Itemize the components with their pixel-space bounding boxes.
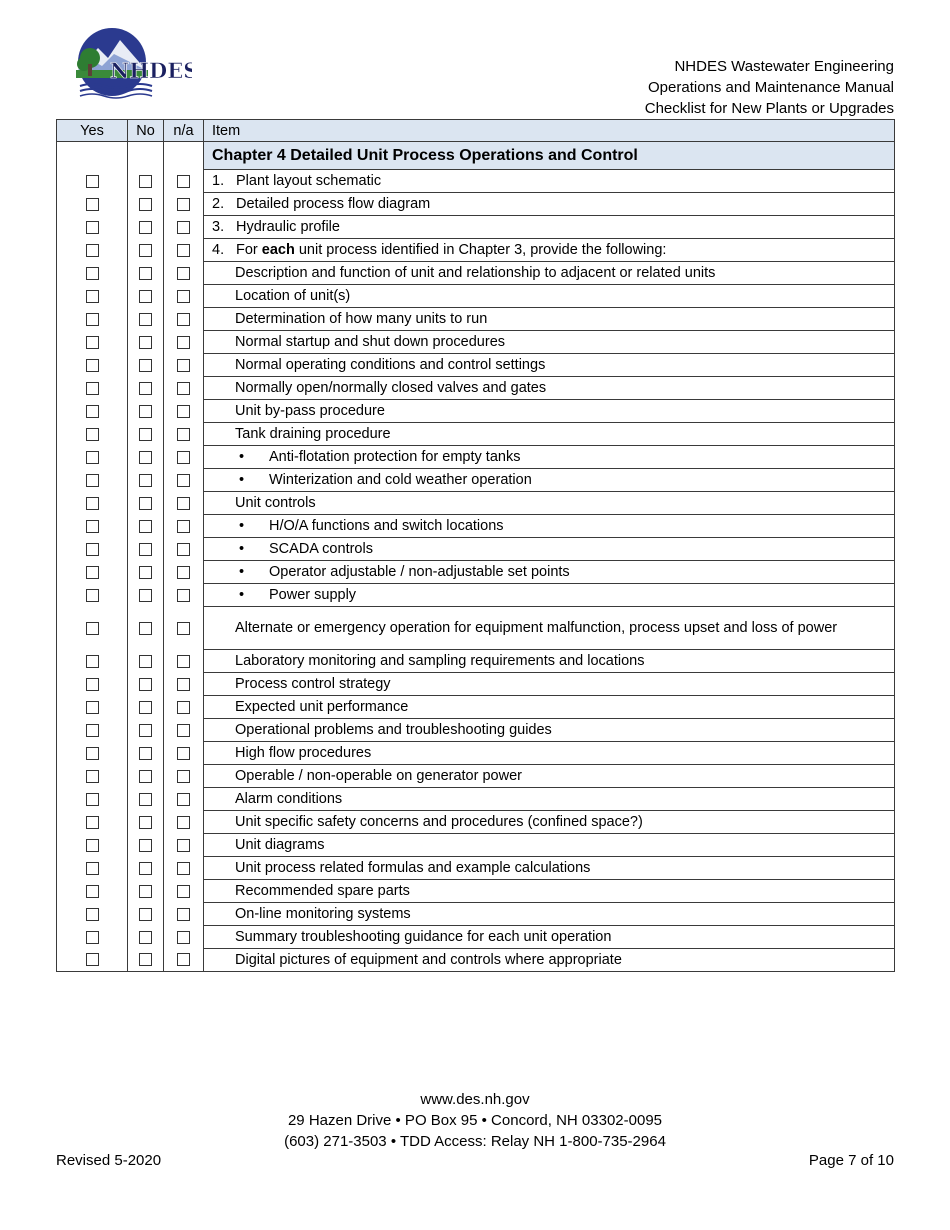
no-checkbox[interactable] [139,267,152,280]
no-checkbox[interactable] [139,405,152,418]
na-checkbox[interactable] [177,953,190,966]
no-checkbox[interactable] [139,862,152,875]
yes-checkbox[interactable] [86,175,99,188]
item-cell [204,719,895,742]
na-checkbox[interactable] [177,622,190,635]
item-text: Operator adjustable / non-adjustable set points [269,564,570,580]
yes-checkbox[interactable] [86,839,99,852]
no-checkbox[interactable] [139,655,152,668]
item-cell [204,880,895,903]
item-text: H/O/A functions and switch locations [269,518,504,534]
yes-checkbox[interactable] [86,359,99,372]
checklist-row [57,423,895,446]
na-checkbox[interactable] [177,428,190,441]
na-checkbox[interactable] [177,451,190,464]
checklist-row [57,742,895,765]
yes-checkbox[interactable] [86,382,99,395]
no-checkbox[interactable] [139,885,152,898]
item-number: 2. [212,196,225,212]
item-cell [204,400,895,423]
yes-checkbox[interactable] [86,244,99,257]
no-checkbox[interactable] [139,520,152,533]
item-cell [204,857,895,880]
footer-website: www.des.nh.gov [420,1091,530,1108]
item-text: Unit specific safety concerns and procedures (confined space?) [235,814,643,830]
no-checkbox[interactable] [139,816,152,829]
yes-checkbox[interactable] [86,589,99,602]
no-checkbox[interactable] [139,359,152,372]
yes-checkbox[interactable] [86,953,99,966]
yes-checkbox[interactable] [86,474,99,487]
na-checkbox[interactable] [177,244,190,257]
no-checkbox[interactable] [139,336,152,349]
checklist-row [57,857,895,880]
footer-revised: Revised 5-2020 [56,1152,162,1169]
no-checkbox[interactable] [139,221,152,234]
no-checkbox[interactable] [139,589,152,602]
item-text: Description and function of unit and relationship to adjacent or related units [235,265,716,281]
checklist-row [57,607,895,650]
bullet-icon: • [239,518,245,534]
yes-checkbox[interactable] [86,770,99,783]
no-checkbox[interactable] [139,793,152,806]
na-checkbox[interactable] [177,655,190,668]
no-checkbox[interactable] [139,770,152,783]
na-checkbox[interactable] [177,908,190,921]
header-line-1: NHDES Wastewater Engineering [674,58,894,75]
item-text-bold: each [261,242,295,258]
item-cell [204,469,895,492]
item-cell [204,354,895,377]
item-text: Determination of how many units to run [235,311,488,327]
no-checkbox[interactable] [139,382,152,395]
item-text: Unit controls [235,495,316,511]
item-text: Process control strategy [235,676,391,692]
checklist-table [56,119,895,972]
checklist-row [57,696,895,719]
item-text: Power supply [269,587,357,603]
item-text: Expected unit performance [235,699,409,715]
item-cell [204,742,895,765]
item-text: Alarm conditions [235,791,343,807]
checklist-row [57,285,895,308]
na-checkbox[interactable] [177,267,190,280]
item-cell [204,262,895,285]
item-text: Plant layout schematic [236,173,382,189]
footer-address: 29 Hazen Drive • PO Box 95 • Concord, NH 03302-0095 [287,1112,663,1129]
item-text: Normally open/normally closed valves and gates [235,380,547,396]
item-cell [204,561,895,584]
item-cell [204,650,895,673]
item-text: Recommended spare parts [235,883,410,899]
checklist-row [57,834,895,857]
checklist-row [57,446,895,469]
na-checkbox[interactable] [177,589,190,602]
item-cell [204,170,895,193]
item-text: On-line monitoring systems [235,906,411,922]
item-cell [204,696,895,719]
checklist-row [57,262,895,285]
chapter-row [57,142,895,170]
footer-phone: (603) 271-3503 • TDD Access: Relay NH 1-800-735-2964 [284,1133,666,1150]
yes-checkbox[interactable] [86,520,99,533]
yes-checkbox[interactable] [86,405,99,418]
yes-checkbox[interactable] [86,497,99,510]
no-checkbox[interactable] [139,428,152,441]
checklist-row [57,673,895,696]
bullet-icon: • [239,541,245,557]
item-text: Normal operating conditions and control settings [235,357,546,373]
na-checkbox[interactable] [177,566,190,579]
no-checkbox[interactable] [139,724,152,737]
item-cell [204,423,895,446]
yes-checkbox[interactable] [86,622,99,635]
item-cell [204,584,895,607]
item-cell [204,492,895,515]
item-text: Unit diagrams [235,837,325,853]
item-text: Detailed process flow diagram [236,196,431,212]
checklist-row [57,354,895,377]
yes-checkbox[interactable] [86,566,99,579]
item-cell [204,285,895,308]
yes-checkbox[interactable] [86,862,99,875]
col-no: No [128,120,164,142]
checklist-row [57,308,895,331]
checklist-row [57,584,895,607]
chapter-title: Chapter 4 Detailed Unit Process Operations and Control [204,142,895,170]
item-text: SCADA controls [269,541,373,557]
item-text: High flow procedures [235,745,372,761]
item-cell [204,811,895,834]
na-checkbox[interactable] [177,221,190,234]
item-text-pre: For [236,242,262,258]
checklist-row [57,765,895,788]
item-text: Tank draining procedure [235,426,391,442]
na-checkbox[interactable] [177,474,190,487]
item-text: Alternate or emergency operation for equipment malfunction, process upset and loss of power [235,620,838,636]
no-checkbox[interactable] [139,175,152,188]
na-checkbox[interactable] [177,382,190,395]
no-checkbox[interactable] [139,474,152,487]
col-item: Item [204,120,895,142]
checklist-row [57,926,895,949]
no-checkbox[interactable] [139,313,152,326]
item-cell [204,331,895,354]
na-checkbox[interactable] [177,313,190,326]
no-checkbox[interactable] [139,678,152,691]
bullet-icon: • [239,472,245,488]
no-checkbox[interactable] [139,931,152,944]
checklist-row [57,469,895,492]
yes-checkbox[interactable] [86,655,99,668]
item-cell [204,903,895,926]
na-checkbox[interactable] [177,543,190,556]
checklist-row [57,788,895,811]
item-cell [204,308,895,331]
no-checkbox[interactable] [139,451,152,464]
checklist-row [57,193,895,216]
na-checkbox[interactable] [177,359,190,372]
checklist-row [57,949,895,972]
no-checkbox[interactable] [139,497,152,510]
checklist-row [57,811,895,834]
nhdes-logo [72,26,192,104]
yes-checkbox[interactable] [86,451,99,464]
item-cell [204,377,895,400]
na-checkbox[interactable] [177,290,190,303]
item-text: Unit by-pass procedure [235,403,385,419]
na-checkbox[interactable] [177,862,190,875]
item-text: Winterization and cold weather operation [269,472,532,488]
checklist-row [57,492,895,515]
item-text: Anti-flotation protection for empty tanks [269,449,521,465]
na-checkbox[interactable] [177,701,190,714]
yes-checkbox[interactable] [86,908,99,921]
checklist-row [57,515,895,538]
na-checkbox[interactable] [177,336,190,349]
na-checkbox[interactable] [177,678,190,691]
na-checkbox[interactable] [177,931,190,944]
no-checkbox[interactable] [139,543,152,556]
item-text: Location of unit(s) [235,288,351,304]
footer-contact [0,1089,950,1152]
checklist-row [57,650,895,673]
bullet-icon: • [239,587,245,603]
yes-checkbox[interactable] [86,313,99,326]
checklist-row [57,331,895,354]
item-cell [204,193,895,216]
na-checkbox[interactable] [177,885,190,898]
na-checkbox[interactable] [177,747,190,760]
yes-checkbox[interactable] [86,267,99,280]
na-checkbox[interactable] [177,520,190,533]
document-header [645,56,894,119]
item-text: Operational problems and troubleshooting guides [235,722,552,738]
item-cell [204,926,895,949]
item-number: 1. [212,173,225,189]
logo-text: NHDES [110,58,192,83]
no-checkbox[interactable] [139,566,152,579]
item-text: Operable / non-operable on generator power [235,768,522,784]
item-text: Hydraulic profile [236,219,340,235]
checklist-row [57,377,895,400]
yes-checkbox[interactable] [86,885,99,898]
na-checkbox[interactable] [177,175,190,188]
item-cell [204,673,895,696]
yes-checkbox[interactable] [86,816,99,829]
footer-page-number: Page 7 of 10 [808,1152,894,1169]
item-text: Summary troubleshooting guidance for each unit operation [235,929,612,945]
item-text: Laboratory monitoring and sampling requirements and locations [235,653,645,669]
checklist-row [57,719,895,742]
item-text: Unit process related formulas and example calculations [235,860,591,876]
item-cell [204,607,895,650]
yes-checkbox[interactable] [86,678,99,691]
no-checkbox[interactable] [139,244,152,257]
item-number: 4. [212,242,225,258]
no-checkbox[interactable] [139,953,152,966]
item-cell [204,216,895,239]
checklist-row [57,170,895,193]
no-checkbox[interactable] [139,908,152,921]
yes-checkbox[interactable] [86,724,99,737]
na-checkbox[interactable] [177,793,190,806]
na-checkbox[interactable] [177,724,190,737]
na-checkbox[interactable] [177,816,190,829]
bullet-icon: • [239,564,245,580]
item-cell [204,538,895,561]
col-yes: Yes [57,120,128,142]
table-header-row [57,120,895,142]
no-checkbox[interactable] [139,290,152,303]
no-checkbox[interactable] [139,622,152,635]
item-number: 3. [212,219,225,235]
checklist-row [57,880,895,903]
item-text: Normal startup and shut down procedures [235,334,506,350]
checklist-row [57,561,895,584]
header-line-2: Operations and Maintenance Manual [648,79,894,96]
item-cell [204,446,895,469]
item-cell [204,949,895,972]
checklist-row [57,400,895,423]
no-checkbox[interactable] [139,701,152,714]
col-na: n/a [164,120,204,142]
item-cell [204,788,895,811]
na-checkbox[interactable] [177,770,190,783]
yes-checkbox[interactable] [86,428,99,441]
item-cell [204,239,895,262]
header-line-3: Checklist for New Plants or Upgrades [644,100,894,117]
checklist-row [57,538,895,561]
bullet-icon: • [239,449,245,465]
no-checkbox[interactable] [139,839,152,852]
checklist-row [57,216,895,239]
yes-checkbox[interactable] [86,221,99,234]
yes-checkbox[interactable] [86,290,99,303]
item-cell [204,834,895,857]
na-checkbox[interactable] [177,839,190,852]
yes-checkbox[interactable] [86,701,99,714]
checklist-row [57,239,895,262]
yes-checkbox[interactable] [86,198,99,211]
na-checkbox[interactable] [177,198,190,211]
item-text-post: unit process identified in Chapter 3, provide the following: [294,242,667,258]
na-checkbox[interactable] [177,405,190,418]
na-checkbox[interactable] [177,497,190,510]
item-cell [204,765,895,788]
yes-checkbox[interactable] [86,931,99,944]
no-checkbox[interactable] [139,198,152,211]
item-text: Digital pictures of equipment and controls where appropriate [235,952,622,968]
yes-checkbox[interactable] [86,747,99,760]
yes-checkbox[interactable] [86,793,99,806]
yes-checkbox[interactable] [86,543,99,556]
no-checkbox[interactable] [139,747,152,760]
yes-checkbox[interactable] [86,336,99,349]
item-cell [204,515,895,538]
checklist-row [57,903,895,926]
